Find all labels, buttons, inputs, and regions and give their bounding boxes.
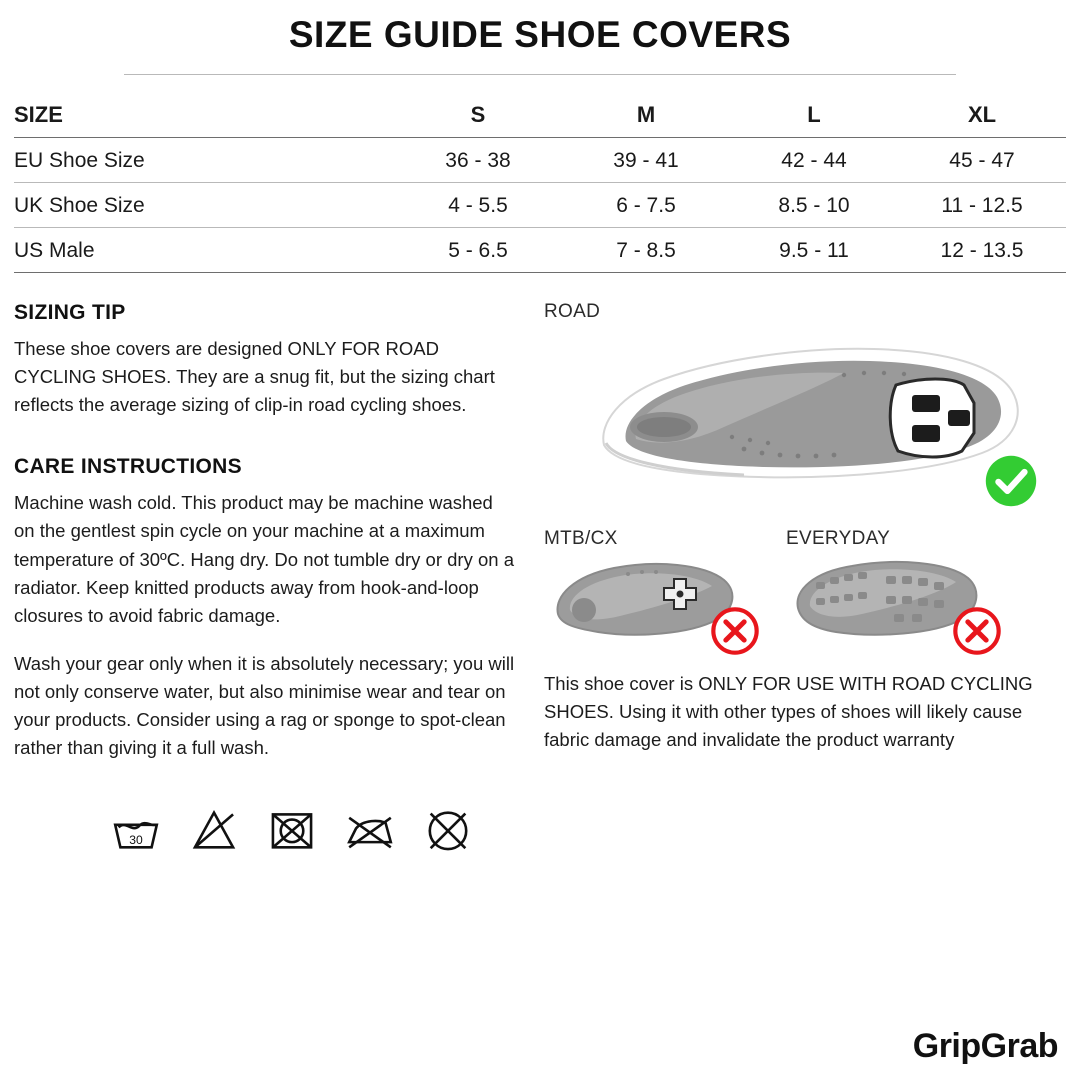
care-symbols [14,804,518,856]
unsupported-shoes-row [544,528,1066,644]
cell-l: 42 - 44 [730,138,898,183]
table-body [14,138,1066,273]
table-row [14,138,1066,183]
table-header-m: M [562,91,730,138]
care-paragraph-2: Wash your gear only when it is absolutely necessary; you will not only conserve water, but also minimise wear and tear on your products. Consider using a rag or sponge to spot-clean rather than giving it a full wash. [14,652,515,759]
cell-xl: 12 - 13.5 [898,228,1066,273]
do-not-dry-clean-icon [422,804,474,856]
not-allowed-cross-badge [952,606,1002,656]
left-column [14,301,544,856]
everyday-shoe-block [786,528,986,644]
right-column [544,301,1066,856]
row-label: UK Shoe Size [14,183,394,228]
do-not-tumble-dry-icon [266,804,318,856]
road-only-note: This shoe cover is ONLY FOR USE WITH ROAD CYCLING SHOES. Using it with other types of shoes will likely cause fabric damage and invalidate the product warranty [544,673,1033,750]
table-header [14,91,1066,138]
cell-m: 7 - 8.5 [562,228,730,273]
cell-xl: 11 - 12.5 [898,183,1066,228]
brand-logo: GripGrab [912,1027,1058,1065]
cell-l: 9.5 - 11 [730,228,898,273]
do-not-iron-icon [344,804,396,856]
sizing-tip-heading: SIZING TIP [14,301,126,324]
everyday-shoe-label: EVERYDAY [786,528,891,549]
road-shoe-label: ROAD [544,301,601,322]
care-paragraph-1: Machine wash cold. This product may be machine washed on the gentlest spin cycle on your machine at a maximum temperature of 30ºC. Hang dry. Do not tumble dry or dry on a radiator. Keep knitted products away from hook-and-loop closures to avoid fabric damage. [14,492,514,626]
table-header-l: L [730,91,898,138]
page-title: SIZE GUIDE SHOE COVERS [288,14,792,55]
cell-m: 6 - 7.5 [562,183,730,228]
road-shoe-illustration [544,327,1034,502]
approved-check-badge [984,454,1038,508]
table-header-xl: XL [898,91,1066,138]
cell-s: 36 - 38 [394,138,562,183]
road-shoe-block [544,327,1066,502]
table-header-s: S [394,91,562,138]
table-header-size: SIZE [14,91,394,138]
wash-temp-label: 30 [129,833,143,848]
wash-30-icon [110,804,162,856]
care-instructions-heading: CARE INSTRUCTIONS [14,455,242,479]
row-label: EU Shoe Size [14,138,394,183]
row-label: US Male [14,228,394,273]
table-row [14,228,1066,273]
do-not-bleach-icon [188,804,240,856]
cell-xl: 45 - 47 [898,138,1066,183]
not-allowed-cross-badge [710,606,760,656]
cell-s: 5 - 6.5 [394,228,562,273]
mtb-shoe-block [544,528,744,644]
cell-s: 4 - 5.5 [394,183,562,228]
title-divider [124,74,956,75]
content-columns [14,301,1066,856]
mtb-shoe-label: MTB/CX [544,528,618,549]
size-table [14,91,1066,273]
table-row [14,183,1066,228]
cell-l: 8.5 - 10 [730,183,898,228]
table-header-row [14,91,1066,138]
sizing-tip-text: These shoe covers are designed ONLY FOR ROAD CYCLING SHOES. They are a snug fit, but the sizing chart reflects the average sizing of clip-in road cycling shoes. [14,338,495,416]
cell-m: 39 - 41 [562,138,730,183]
